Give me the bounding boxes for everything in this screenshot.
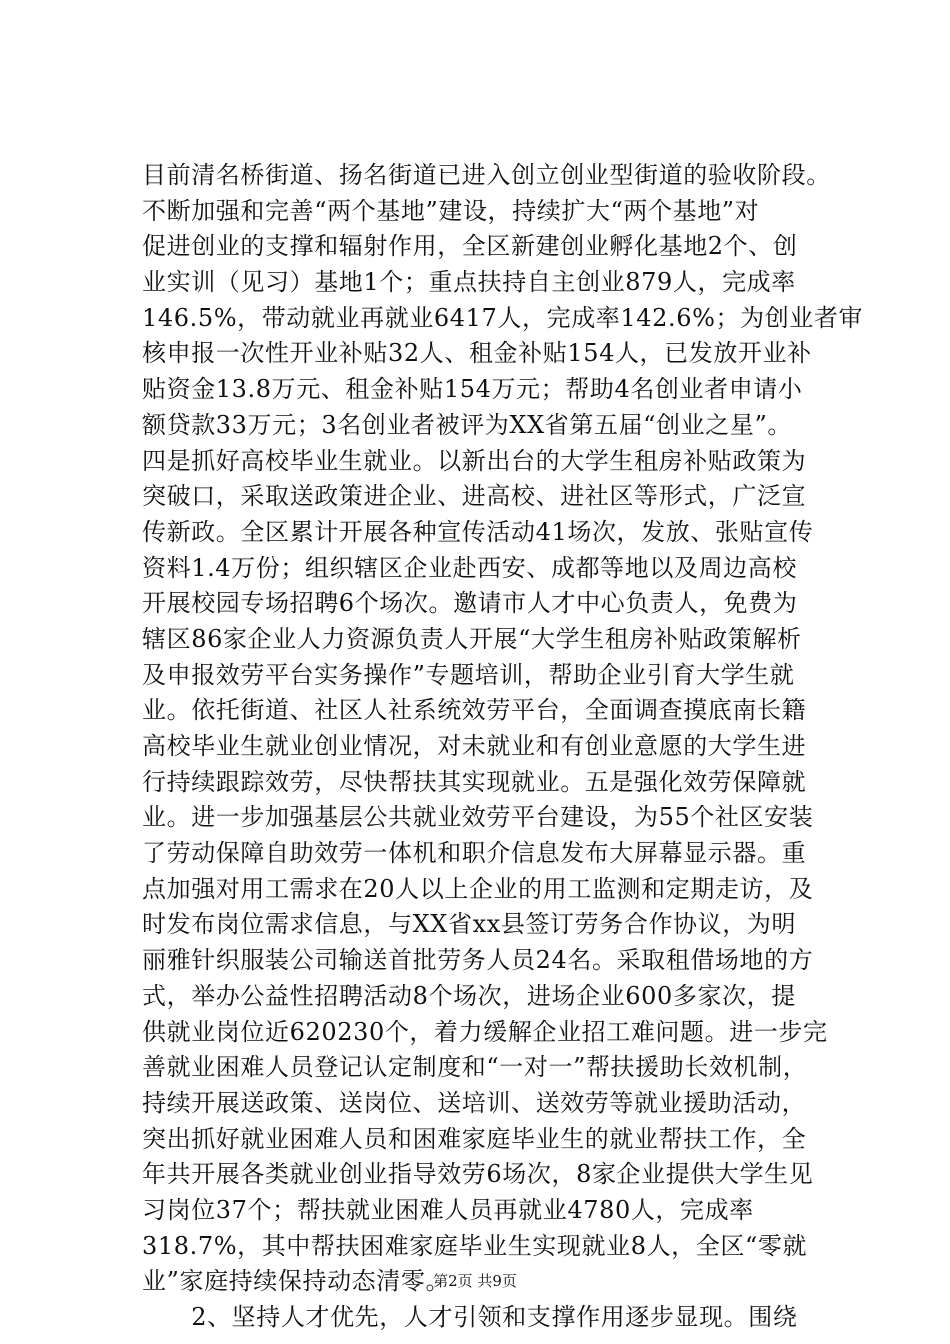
- text-line: 318.7%，其中帮扶困难家庭毕业生实现就业8人，全区“零就: [142, 1231, 808, 1260]
- page-footer: [0, 1271, 950, 1291]
- body-text: [142, 158, 864, 1336]
- text-line: 丽雅针织服装公司输送首批劳务人员24名。采取租借场地的方: [142, 946, 814, 975]
- text-line: 146.5%，带动就业再就业6417人，完成率142.6%；为创业者审: [142, 303, 864, 332]
- text-line: 四是抓好高校毕业生就业。以新出台的大学生租房补贴政策为: [142, 446, 807, 475]
- text-line: 高校毕业生就业创业情况，对未就业和有创业意愿的大学生进: [142, 732, 807, 760]
- text-line: 突出抓好就业困难人员和困难家庭毕业生的就业帮扶工作，全: [142, 1124, 807, 1153]
- text-line: 业。依托街道、社区人社系统效劳平台，全面调查摸底南长籍: [142, 696, 807, 725]
- text-line: 习岗位37个；帮扶就业困难人员再就业4780人，完成率: [142, 1195, 754, 1224]
- text-line: 不断加强和完善“两个基地”建设，持续扩大“两个基地”对: [142, 196, 760, 225]
- text-line: 持续开展送政策、送岗位、送培训、送效劳等就业援助活动，: [142, 1088, 807, 1117]
- text-line: 了劳动保障自助效劳一体机和职介信息发布大屏幕显示器。重: [142, 839, 807, 868]
- text-line: 目前清名桥街道、扬名街道已进入创立创业型街道的验收阶段。: [142, 161, 831, 189]
- text-line: 时发布岗位需求信息，与XX省xx县签订劳务合作协议，为明: [142, 910, 797, 939]
- text-line: 业”家庭持续保持动态清零。: [142, 1267, 451, 1296]
- text-line: 核申报一次性开业补贴32人、租金补贴154人，已发放开业补: [142, 339, 812, 368]
- page-number: 第2页 共9页: [433, 1272, 517, 1290]
- text-line: 年共开展各类就业创业指导效劳6场次，8家企业提供大学生见: [142, 1160, 814, 1189]
- text-line: 点加强对用工需求在20人以上企业的用工监测和定期走访，及: [142, 874, 814, 903]
- text-line: 开展校园专场招聘6个场次。邀请市人才中心负责人，免费为: [142, 589, 798, 618]
- text-line: 供就业岗位近620230个，着力缓解企业招工难问题。进一步完: [142, 1017, 828, 1046]
- text-line: 行持续跟踪效劳，尽快帮扶其实现就业。五是强化效劳保障就: [142, 767, 807, 796]
- text-line: 额贷款33万元；3名创业者被评为XX省第五届“创业之星”。: [142, 410, 792, 439]
- text-line: 资料1.4万份；组织辖区企业赴西安、成都等地以及周边高校: [142, 553, 797, 582]
- text-line: 传新政。全区累计开展各种宣传活动41场次，发放、张贴宣传: [142, 517, 814, 546]
- text-line: 促进创业的支撑和辐射作用，全区新建创业孵化基地2个、创: [142, 232, 798, 261]
- text-line: 式，举办公益性招聘活动8个场次，进场企业600多家次，提: [142, 981, 796, 1010]
- text-line: 2、坚持人才优先，人才引领和支撑作用逐步显现。围绕: [142, 1303, 798, 1331]
- text-line: 业实训（见习）基地1个；重点扶持自主创业879人，完成率: [142, 268, 796, 297]
- text-line: 辖区86家企业人力资源负责人开展“大学生租房补贴政策解析: [142, 624, 802, 653]
- text-line: 业。进一步加强基层公共就业效劳平台建设，为55个社区安装: [142, 803, 814, 832]
- text-line: 善就业困难人员登记认定制度和“一对一”帮扶援助长效机制，: [142, 1053, 808, 1082]
- text-line: 贴资金13.8万元、租金补贴154万元；帮助4名创业者申请小: [142, 375, 803, 404]
- text-line: 及申报效劳平台实务操作”专题培训，帮助企业引育大学生就: [142, 660, 795, 689]
- text-line: 突破口，采取送政策进企业、进高校、进社区等形式，广泛宣: [142, 482, 807, 511]
